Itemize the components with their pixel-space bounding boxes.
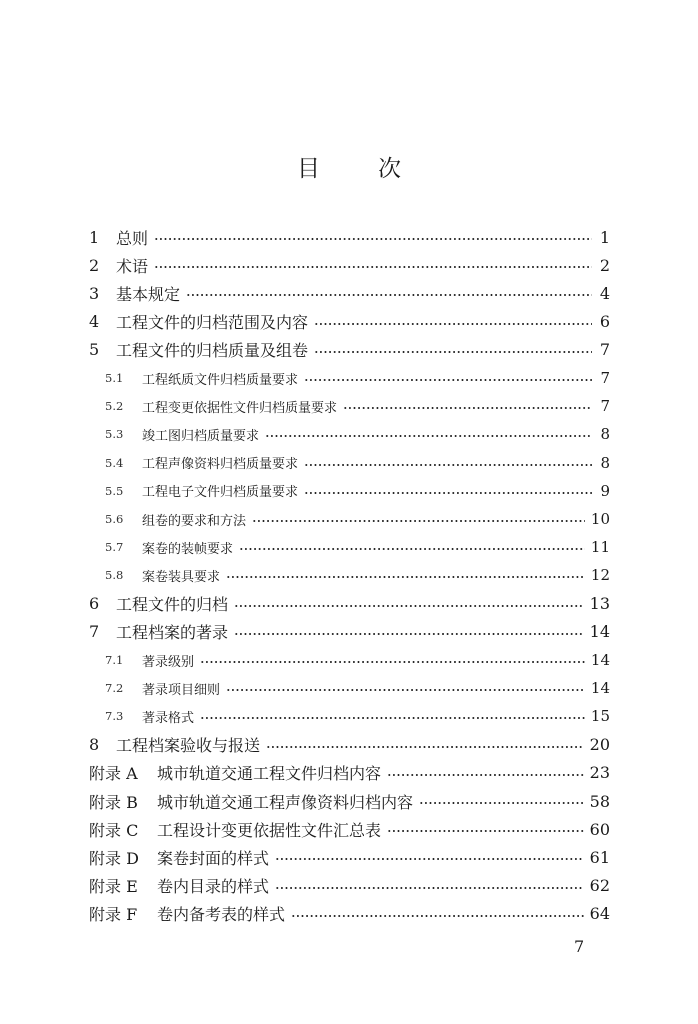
toc-entry-page: 12 <box>590 566 610 585</box>
toc-entry-number: 5.7 <box>105 540 124 555</box>
toc-entry[interactable] <box>89 224 610 250</box>
toc-entry-title: 工程档案验收与报送 <box>116 736 261 756</box>
toc-leader-dots <box>304 487 592 499</box>
toc-entry-title: 工程变更依据性文件归档质量要求 <box>142 400 338 416</box>
toc-entry-title: 城市轨道交通工程声像资料归档内容 <box>157 792 414 812</box>
toc-entry[interactable] <box>89 788 610 814</box>
title-char-2: 次 <box>378 156 401 182</box>
toc-entry[interactable] <box>89 844 610 870</box>
toc-entry-page: 6 <box>599 312 610 332</box>
toc-entry-title: 著录格式 <box>142 710 195 726</box>
toc-leader-dots <box>314 318 592 330</box>
toc-entry-title: 工程电子文件归档质量要求 <box>142 485 299 501</box>
toc-entry[interactable] <box>105 647 610 673</box>
toc-leader-dots <box>252 515 585 527</box>
toc-entry[interactable] <box>105 478 610 504</box>
toc-entry-page: 20 <box>589 735 610 755</box>
toc-entry-title: 工程纸质文件归档质量要求 <box>142 372 299 388</box>
toc-entry-number: 附录 E <box>89 877 138 897</box>
toc-entry-title: 术语 <box>116 256 149 276</box>
toc-entry-page: 7 <box>599 340 610 360</box>
toc-leader-dots <box>266 741 584 753</box>
toc-entry-title: 工程文件的归档质量及组卷 <box>116 341 309 361</box>
toc-entry-page: 1 <box>599 227 610 247</box>
toc-entry-number: 5.3 <box>105 427 124 442</box>
toc-entry-number: 5.8 <box>105 568 124 583</box>
toc-entry-page: 2 <box>599 255 610 275</box>
toc-leader-dots <box>304 374 592 386</box>
toc-entry-number: 附录 C <box>89 820 139 840</box>
toc-entry[interactable] <box>89 873 610 899</box>
page-title <box>0 150 698 183</box>
toc-entry-number: 5.6 <box>105 512 124 526</box>
toc-entry-page: 4 <box>599 283 610 303</box>
toc-leader-dots <box>291 910 584 922</box>
toc-entry[interactable] <box>89 619 610 645</box>
toc-entry-title: 案卷装具要求 <box>142 569 221 585</box>
toc-entry-page: 14 <box>590 651 610 669</box>
toc-entry-title: 案卷的装帧要求 <box>142 541 234 557</box>
toc-entry-title: 卷内备考表的样式 <box>157 905 286 925</box>
toc-leader-dots <box>275 853 584 865</box>
toc-entry-title: 工程文件的归档 <box>116 595 229 615</box>
toc-entry-page: 9 <box>600 481 610 500</box>
toc-entry-number: 7.1 <box>105 653 124 667</box>
toc-entry-title: 总则 <box>116 228 149 248</box>
toc-entry-title: 著录级别 <box>142 654 195 670</box>
toc-leader-dots <box>154 233 592 245</box>
toc-entry-number: 5 <box>89 340 100 360</box>
toc-leader-dots <box>314 346 592 358</box>
toc-entry[interactable] <box>105 675 610 701</box>
toc-entry-title: 组卷的要求和方法 <box>142 513 247 529</box>
toc-entry-page: 64 <box>589 904 610 924</box>
toc-entry-page: 60 <box>589 819 610 839</box>
toc-entry[interactable] <box>89 816 610 842</box>
toc-leader-dots <box>200 656 585 668</box>
toc-entry-page: 14 <box>590 679 610 698</box>
toc-entry[interactable] <box>89 760 610 786</box>
toc-entry-number: 7.2 <box>105 681 124 696</box>
toc-entry-title: 工程声像资料归档质量要求 <box>142 457 299 473</box>
toc-entry-title: 工程设计变更依据性文件汇总表 <box>157 820 382 840</box>
toc-entry-page: 23 <box>589 763 610 783</box>
toc-entry[interactable] <box>89 732 610 758</box>
toc-entry-title: 竣工图归档质量要求 <box>142 428 260 444</box>
toc-entry-number: 2 <box>89 255 100 275</box>
toc-entry-number: 5.4 <box>105 455 124 470</box>
toc-entry[interactable] <box>105 393 610 419</box>
toc-entry-page: 62 <box>589 876 610 896</box>
toc-entry-number: 附录 B <box>89 792 138 812</box>
toc-entry-page: 7 <box>600 397 610 416</box>
toc-entry-number: 附录 A <box>89 764 138 784</box>
toc-leader-dots <box>265 430 592 442</box>
toc-entry-page: 58 <box>589 791 610 811</box>
toc-entry-page: 8 <box>600 425 610 444</box>
toc-entry-title: 著录项目细则 <box>142 682 221 698</box>
toc-entry-page: 11 <box>590 538 610 557</box>
toc-entry[interactable] <box>105 534 610 560</box>
toc-entry-title: 工程档案的著录 <box>116 623 229 643</box>
toc-entry[interactable] <box>89 591 610 617</box>
toc-entry-number: 4 <box>89 312 100 332</box>
toc-entry-number: 附录 D <box>89 848 139 868</box>
toc-entry[interactable] <box>105 365 610 391</box>
toc-entry[interactable] <box>89 309 610 335</box>
toc-entry-page: 7 <box>600 369 610 387</box>
toc-entry-number: 5.2 <box>105 399 124 414</box>
toc-entry-title: 工程文件的归档范围及内容 <box>116 313 309 333</box>
toc-leader-dots <box>226 571 585 583</box>
toc-leader-dots <box>419 797 584 809</box>
toc-leader-dots <box>304 459 592 471</box>
toc-entry-page: 61 <box>589 847 610 867</box>
toc-leader-dots <box>275 882 584 894</box>
toc-leader-dots <box>154 261 592 273</box>
toc-entry-number: 5.1 <box>105 371 124 385</box>
toc-entry-page: 8 <box>600 453 610 472</box>
toc-leader-dots <box>239 543 585 555</box>
toc-entry-title: 城市轨道交通工程文件归档内容 <box>157 764 382 784</box>
title-char-1: 目 <box>297 156 320 182</box>
toc-entry[interactable] <box>105 562 610 588</box>
toc-entry-title: 基本规定 <box>116 284 181 304</box>
toc-entry-number: 6 <box>89 594 100 614</box>
toc-entry[interactable] <box>105 450 610 476</box>
toc-entry[interactable] <box>89 280 610 306</box>
toc-entry-number: 7.3 <box>105 709 124 724</box>
toc-entry-title: 卷内目录的样式 <box>157 877 270 897</box>
toc-entry-number: 7 <box>89 622 100 642</box>
toc-leader-dots <box>343 402 592 414</box>
toc-entry-number: 附录 F <box>89 905 138 925</box>
toc-entry-number: 3 <box>89 283 100 303</box>
toc-leader-dots <box>186 289 592 301</box>
toc-entry-title: 案卷封面的样式 <box>157 848 270 868</box>
toc-leader-dots <box>226 684 585 696</box>
toc-entry-page: 14 <box>589 622 610 642</box>
page-number: 7 <box>574 937 585 956</box>
toc-entry-number: 5.5 <box>105 483 124 498</box>
toc-leader-dots <box>234 628 584 640</box>
toc-entry-page: 15 <box>590 707 610 726</box>
toc-entry[interactable] <box>105 703 610 729</box>
toc-entry[interactable] <box>89 901 610 927</box>
toc-entry-number: 1 <box>89 227 100 247</box>
toc-entry-page: 10 <box>590 510 610 528</box>
toc-entry-number: 8 <box>89 735 100 755</box>
toc-leader-dots <box>387 769 584 781</box>
toc-entry[interactable] <box>105 421 610 447</box>
toc-entry[interactable] <box>89 252 610 278</box>
toc-leader-dots <box>234 600 584 612</box>
toc-entry[interactable] <box>105 506 610 532</box>
toc-entry[interactable] <box>89 337 610 363</box>
toc-leader-dots <box>200 712 585 724</box>
toc-entry-page: 13 <box>589 594 610 614</box>
toc-leader-dots <box>387 825 584 837</box>
